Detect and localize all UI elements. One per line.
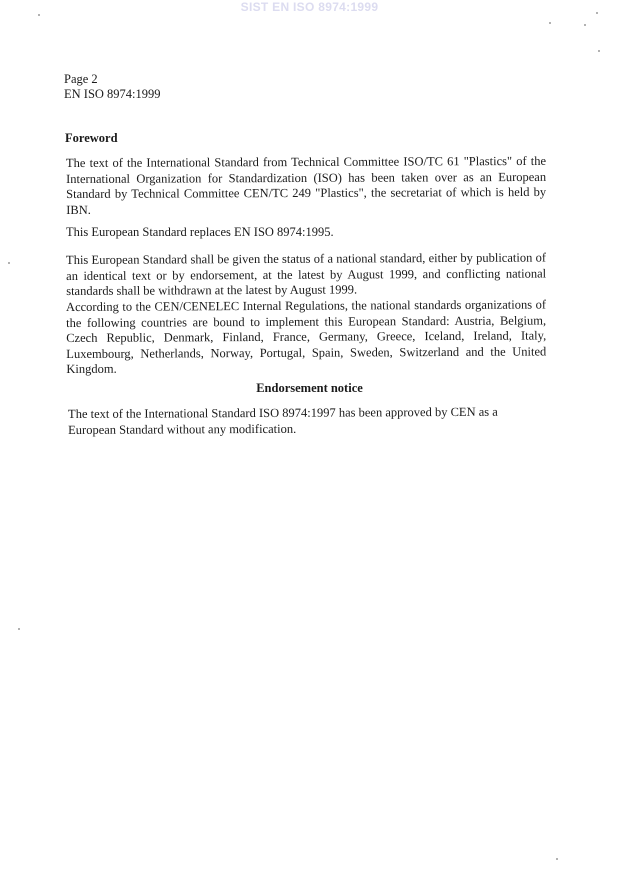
page-number: Page 2 [64, 72, 98, 86]
scan-speck [584, 24, 586, 26]
page-header [64, 72, 161, 102]
scan-speck [8, 262, 10, 264]
endorsement-paragraph: The text of the International Standard ISO 8974:1997 has been approved by CEN as a European Standard without any modification. [68, 404, 498, 437]
endorsement-heading: Endorsement notice [256, 381, 363, 395]
scan-speck [18, 628, 20, 630]
standard-reference: EN ISO 8974:1999 [64, 87, 161, 101]
foreword-paragraph: The text of the International Standard from Technical Committee ISO/TC 61 "Plastics" of the International Organization for Standardization (ISO) has been taken over as an European Standard by Technical Committee CEN/TC 249 "Plastics", the secretariat of which is held by IBN. [66, 153, 547, 217]
scan-speck [596, 12, 598, 14]
scan-speck [38, 14, 40, 16]
foreword-paragraph: According to the CEN/CENELEC Internal Regulations, the national standards organizations of the following countries are bound to implement this European Standard: Austria, Belgium, Czech Republic, Denmark, Finland, France, Germany, Greece, Iceland, Ireland, Italy, Luxembourg, Netherlands, Norway, Portugal, Spain, Sweden, Switzerland and the United Kingdom. [66, 297, 547, 376]
foreword-heading: Foreword [65, 131, 118, 145]
foreword-paragraph: This European Standard shall be given the status of a national standard, either by publication of an identical text or by endorsement, at the latest by August 1999, and conflicting national standards shall be withdrawn at the latest by August 1999. [66, 250, 547, 298]
foreword-paragraph: This European Standard replaces EN ISO 8974:1995. [66, 225, 334, 239]
scan-speck [556, 858, 558, 860]
watermark-title: SIST EN ISO 8974:1999 [240, 0, 379, 14]
scan-speck [549, 22, 551, 24]
scan-speck [598, 50, 600, 52]
